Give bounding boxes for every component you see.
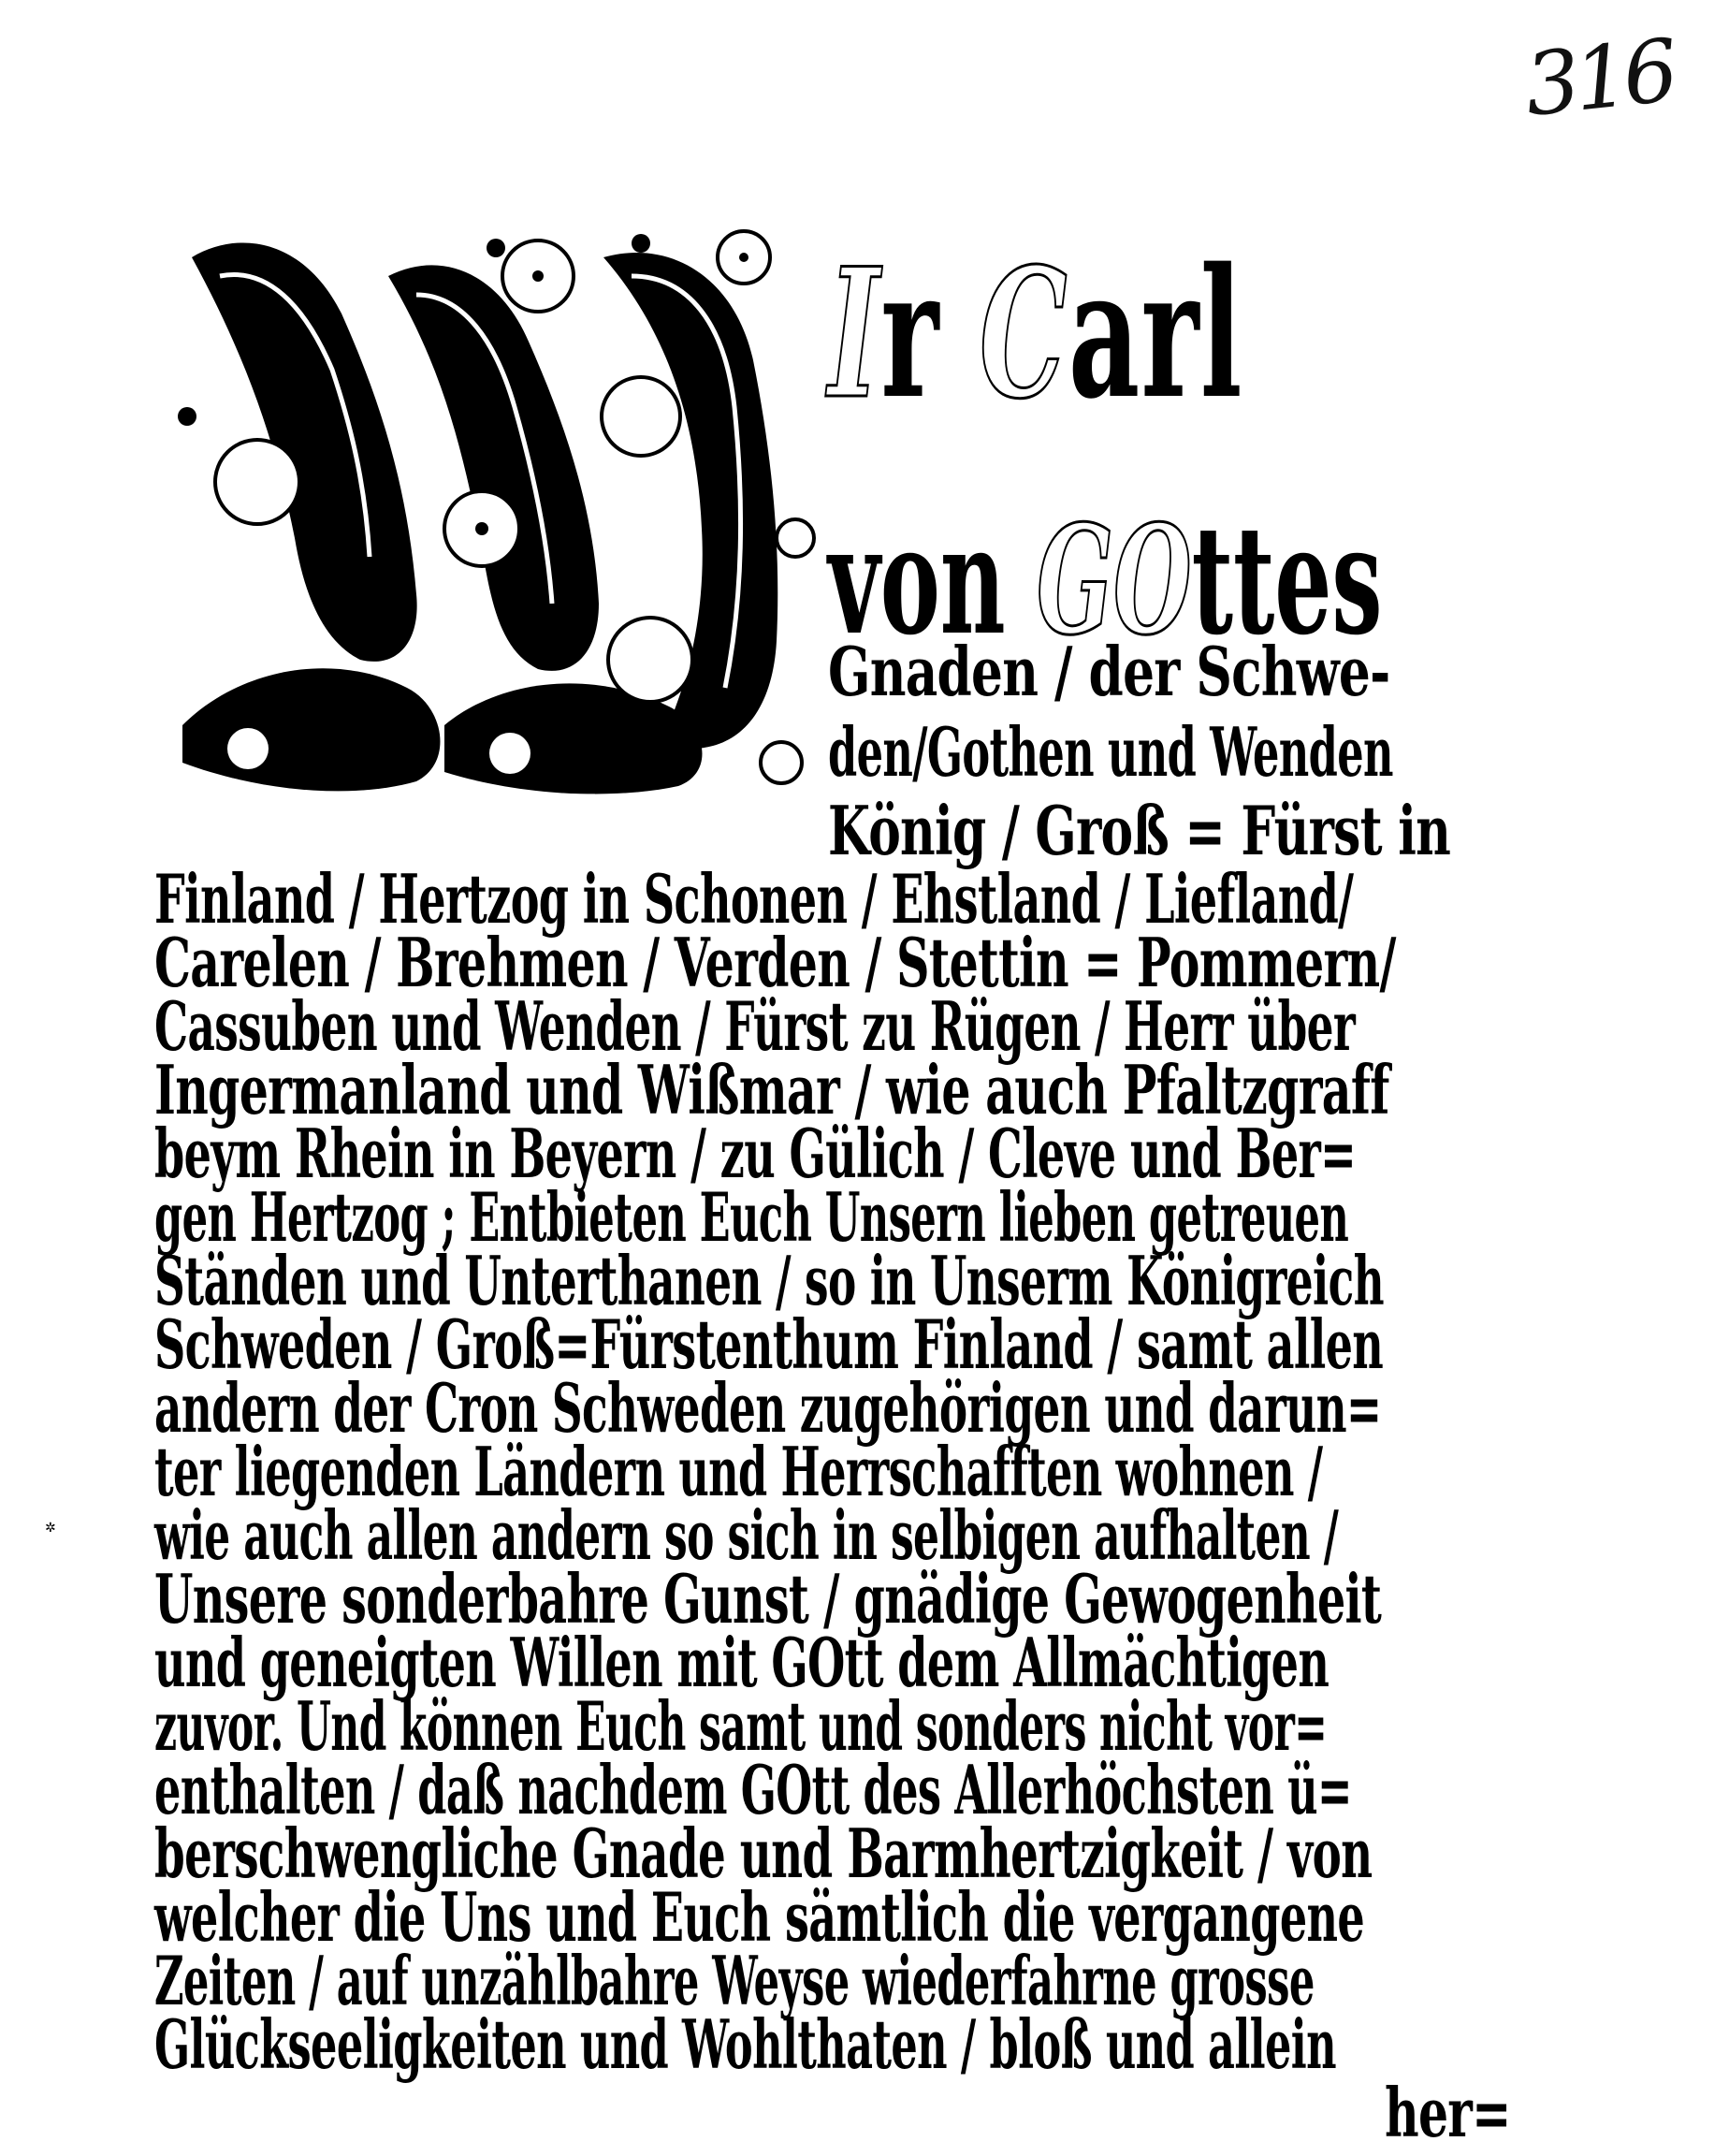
heading-line-von-gottes: von GOttes (828, 492, 1383, 668)
text-line: ter liegenden Ländern und Herrschafften wohnen / (154, 1432, 1323, 1511)
decorated-letter: O (1113, 492, 1192, 668)
decorated-letter: I (828, 229, 881, 438)
text-line: Carelen / Brehmen / Verden / Stettin = Pommern/ (154, 923, 1396, 1002)
heading-line-ir-carl: Ir Carl (828, 229, 1243, 438)
catchword: her= (1385, 2073, 1511, 2152)
text-line: Finland / Hertzog in Schonen / Ehstland / Liefland/ (154, 859, 1354, 939)
text-line: zuvor. Und können Euch samt und sonders nicht vor= (154, 1686, 1328, 1766)
folio-number-handwritten: 316 (1519, 21, 1678, 136)
text-line: und geneigten Willen mit GOtt dem Allmächtigen (154, 1623, 1329, 1702)
text-line: Cassuben und Wenden / Fürst zu Rügen / Herr über (154, 986, 1356, 1066)
decorated-letter: C (979, 229, 1068, 438)
text-line: gen Hertzog ; Entbieten Euch Unsern lieben getreuen (154, 1177, 1349, 1257)
text-line: Gnaden / der Schwe- (828, 632, 1390, 711)
decorated-letter: G (1037, 492, 1114, 668)
text-line: berschwengliche Gnade und Barmhertzigkeit / von (154, 1814, 1373, 1893)
text-line: andern der Cron Schweden zugehörigen und darun= (154, 1368, 1382, 1448)
printer-ornament-mark: ✲ (45, 1521, 56, 1536)
text-line: Ingermanland und Wißmar / wie auch Pfaltzgraff (154, 1050, 1389, 1129)
text-line: Unsere sonderbahre Gunst / gnädige Gewogenheit (154, 1559, 1382, 1639)
text-line: welcher die Uns und Euch sämtlich die vergangene (154, 1877, 1365, 1957)
decorated-initial-w (164, 201, 819, 809)
text-line: Zeiten / auf unzählbahre Weyse wiederfahrne grosse (154, 1941, 1315, 2020)
text-line: Ständen und Unterthanen / so in Unserm Königreich (154, 1241, 1384, 1320)
text-line: enthalten / daß nachdem GOtt des Allerhöchsten ü= (154, 1750, 1352, 1829)
text-line: Schweden / Groß=Fürstenthum Finland / samt allen (154, 1304, 1384, 1384)
text-line: König / Groß = Fürst in (828, 791, 1451, 870)
floral-initial-w-icon (164, 201, 819, 809)
text-line: wie auch allen andern so sich in selbigen aufhalten / (154, 1495, 1339, 1575)
text-line: beym Rhein in Beyern / zu Gülich / Cleve und Ber= (154, 1114, 1357, 1193)
text-line: Glückseeligkeiten und Wohlthaten / bloß und allein (154, 2004, 1336, 2084)
text-line: den/Gothen und Wenden (828, 712, 1393, 792)
